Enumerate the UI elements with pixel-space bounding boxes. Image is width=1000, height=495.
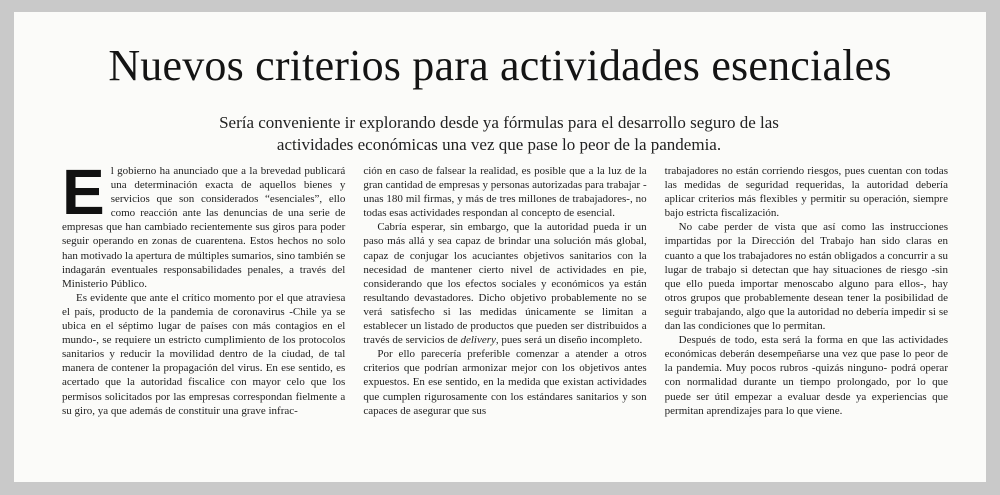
column-3 bbox=[665, 164, 948, 464]
subheadline-line-2: actividades económicas una vez que pase lo peor de la pandemia. bbox=[276, 135, 722, 154]
emphasis-text: delivery bbox=[460, 334, 496, 347]
paragraph: trabajadores no están corriendo riesgos, pues cuentan con todas las medidas de seguridad requeridas, la autoridad debería aplicar criterios más flexibles y permitir su operación, siempre bajo estricta fiscalización. bbox=[664, 165, 948, 220]
paragraph bbox=[62, 156, 346, 291]
subheadline-line-1: Sería conveniente ir explorando desde ya fórmulas para el desarrollo seguro de las bbox=[219, 113, 779, 132]
article-body bbox=[62, 156, 948, 464]
column-2 bbox=[363, 164, 646, 464]
paragraph: ción en caso de falsear la realidad, es posible que a la luz de la gran cantidad de empresas y personas autorizadas para trabajar -unas 180 mil firmas, y más de tres millones de trabajadores-, no todas esas actividades respondan al concepto de esencial. bbox=[363, 165, 647, 220]
paragraph: No cabe perder de vista que así como las instrucciones impartidas por la Dirección del Trabajo han sido claras en cuanto a que los trabajadores no están obligados a concurrir a su lugar de trabajo si detectan que hay situaciones de riesgo -sin que ello pueda importar menoscabo alguno para ellos-, hay otros grupos que probablemente desean tener la posibilidad de seguir trabajando, algo que la autoridad no debería impedir si se dan las condiciones que lo permitan. bbox=[664, 221, 948, 333]
column-1 bbox=[62, 156, 346, 464]
paragraph: Después de todo, esta será la forma en que las actividades económicas deberán desempeñarse una vez que pase lo peor de la pandemia. Muy pocos rubros -quizás ninguno- podrá operar con normalidad durante un tiempo prolongado, por lo que puede ser útil empezar a evaluar desde ya experiencias que permitan aprendizajes para lo que viene. bbox=[664, 334, 948, 417]
paragraph: Es evidente que ante el crítico momento por el que atraviesa el país, producto de la pandemia de coronavirus -Chile ya se ubica en el séptimo lugar de países con más contagios en el mundo-, se requiere un estricto cumplimiento de los protocolos sanitarios y reducir la movilidad dentro de la ciudad, de tal manera de contener la propagación del virus. En ese sentido, es acertado que la autoridad fiscalice con mayor celo que los permisos solicitados por las empresas correspondan fielmente a su giro, ya que además de constituir una grave infrac- bbox=[62, 291, 346, 417]
paragraph-text: , pues será un diseño incompleto. bbox=[495, 334, 643, 347]
paragraph: Por ello parecería preferible comenzar a atender a otros criterios que podrían armonizar mejor con los objetivos antes expuestos. En ese sentido, en la medida que existan actividades que cumplen rigurosamente con los estándares sanitarios y son capaces de asegurar que sus bbox=[363, 348, 647, 417]
paragraph bbox=[363, 220, 646, 347]
article-headline: Nuevos criterios para actividades esenciales bbox=[108, 41, 892, 90]
paragraph-text: l gobierno ha anunciado que a la brevedad publicará una determinación exacta de aquellos bienes y servicios que son considerados “esenciales”, ello como reacción ante las denuncias de una serie de empresas que han cambiado recientemente sus giros para poder seguir operando en zonas de cuarentena. Estos hechos no solo han motivado la apertura de múltiples sumarios, sino también se indagarán eventuales responsabilidades penales, a través del Ministerio Público. bbox=[62, 165, 346, 290]
paragraph-text: Cabría esperar, sin embargo, que la autoridad pueda ir un paso más allá y sea capaz de brindar una solución más global, capaz de conjugar los acuciantes objetivos sanitarios con la necesidad de mantener cierto nivel de actividades en pie, considerando que los efectos sociales y económicos ya están resultando devastadores. Dicho objetivo probablemente no se verá satisfecho si las medidas únicamente se limitan a establecer un listado de productos que pueden ser distribuidos a través de servicios de bbox=[363, 221, 647, 347]
drop-cap: E bbox=[62, 156, 105, 228]
newspaper-clipping bbox=[14, 12, 986, 482]
article-subheadline bbox=[174, 112, 824, 156]
